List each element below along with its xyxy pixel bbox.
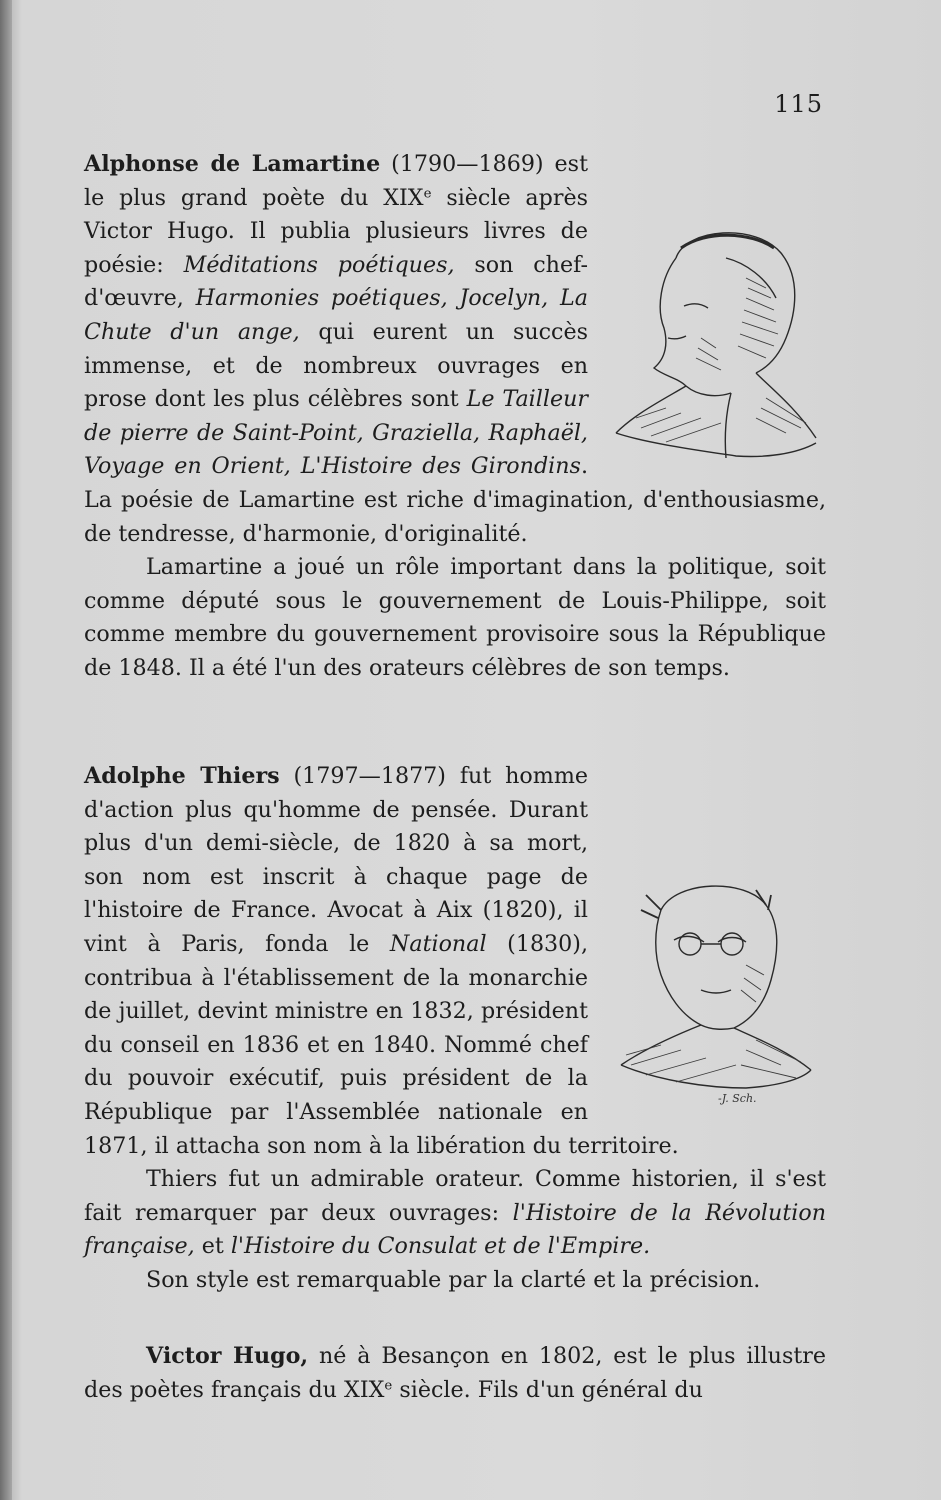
thiers-section <box>84 760 826 1298</box>
thiers-p2-text-b: et <box>194 1233 231 1260</box>
lamartine-text-d: qui eurent un succès immense, et de nombreux ouvrages en prose dont les plus célèbres sont <box>84 318 588 413</box>
thiers-work-consulat: l'Histoire du Consulat et de l'Empire. <box>230 1233 651 1260</box>
lamartine-name: Alphonse de Lamartine <box>84 151 381 177</box>
lamartine-work-meditations: Méditations poétiques, <box>183 251 455 278</box>
thiers-p2-text-a: Thiers fut un admirable orateur. Comme historien, il s'est fait remarquer par deux ouvrages: <box>84 1166 826 1226</box>
thiers-paragraph-3: Son style est remarquable par la clarté et la précision. <box>146 1266 761 1293</box>
page-number: 115 <box>774 90 823 118</box>
hugo-text-a: né à Besançon en 1802, est le plus illustre des poètes français du XIX <box>84 1343 826 1403</box>
lamartine-text-b: siècle après Victor Hugo. Il publia plusieurs livres de poésie: <box>84 184 588 278</box>
lamartine-text-c: son chef-d'œuvre, <box>84 251 588 312</box>
hugo-text-b: siècle. Fils d'un général du <box>392 1376 703 1403</box>
century-superscript: e <box>423 186 432 202</box>
thiers-paragraph-2 <box>84 1163 826 1264</box>
engraver-signature: -J. Sch. <box>718 1092 757 1105</box>
thiers-portrait <box>606 870 826 1110</box>
lamartine-paragraph-2: Lamartine a joué un rôle important dans la politique, soit comme député sous le gouvernement de Louis-Philippe, soit comme membre du gouvernement provisoire sous la République de 1848. Il a été l'un des orateurs célèbres de son temps. <box>84 554 826 681</box>
lamartine-text-a: (1790—1869) est le plus grand poète du XIX <box>84 151 588 211</box>
lamartine-text-e: . La poésie de Lamartine est riche d'imagination, d'enthousiasme, de tendresse, d'harmonie, d'originalité. <box>84 453 826 547</box>
thiers-text-b: (1830), contribua à l'établissement de la monarchie de juillet, devint ministre en 1832, président du conseil en 1836 et en 1840. Nommé chef du pouvoir exécutif, puis président de la République par l'Assemblée nationale en 1871, il attacha son nom à la libération du territoire. <box>84 930 679 1159</box>
thiers-text-a: (1797—1877) fut homme d'action plus qu'homme de pensée. Durant plus d'un demi-siècle, de 1820 à sa mort, son nom est inscrit à chaque page de l'histoire de France. Avocat à Aix (1820), il vint à Paris, fonda le <box>84 763 588 957</box>
century-superscript: e <box>384 1378 393 1394</box>
book-spine-shadow <box>0 0 12 1500</box>
hugo-section <box>84 1340 826 1407</box>
thiers-name: Adolphe Thiers <box>84 763 280 789</box>
lamartine-section <box>84 148 826 686</box>
thiers-work-national: National <box>389 930 487 957</box>
hugo-name: Victor Hugo, <box>146 1343 309 1369</box>
lamartine-works-list-2: Le Tailleur de pierre de Saint-Point, Graziella, Raphaël, Voyage en Orient, L'Histoire des Girondins <box>84 386 588 480</box>
lamartine-works-list-1: Harmonies poétiques, Jocelyn, La Chute d'un ange, <box>84 285 588 345</box>
lamartine-portrait <box>606 218 826 468</box>
thiers-work-revolution: l'Histoire de la Révolution française, <box>84 1199 826 1260</box>
hugo-paragraph-1 <box>84 1340 826 1407</box>
